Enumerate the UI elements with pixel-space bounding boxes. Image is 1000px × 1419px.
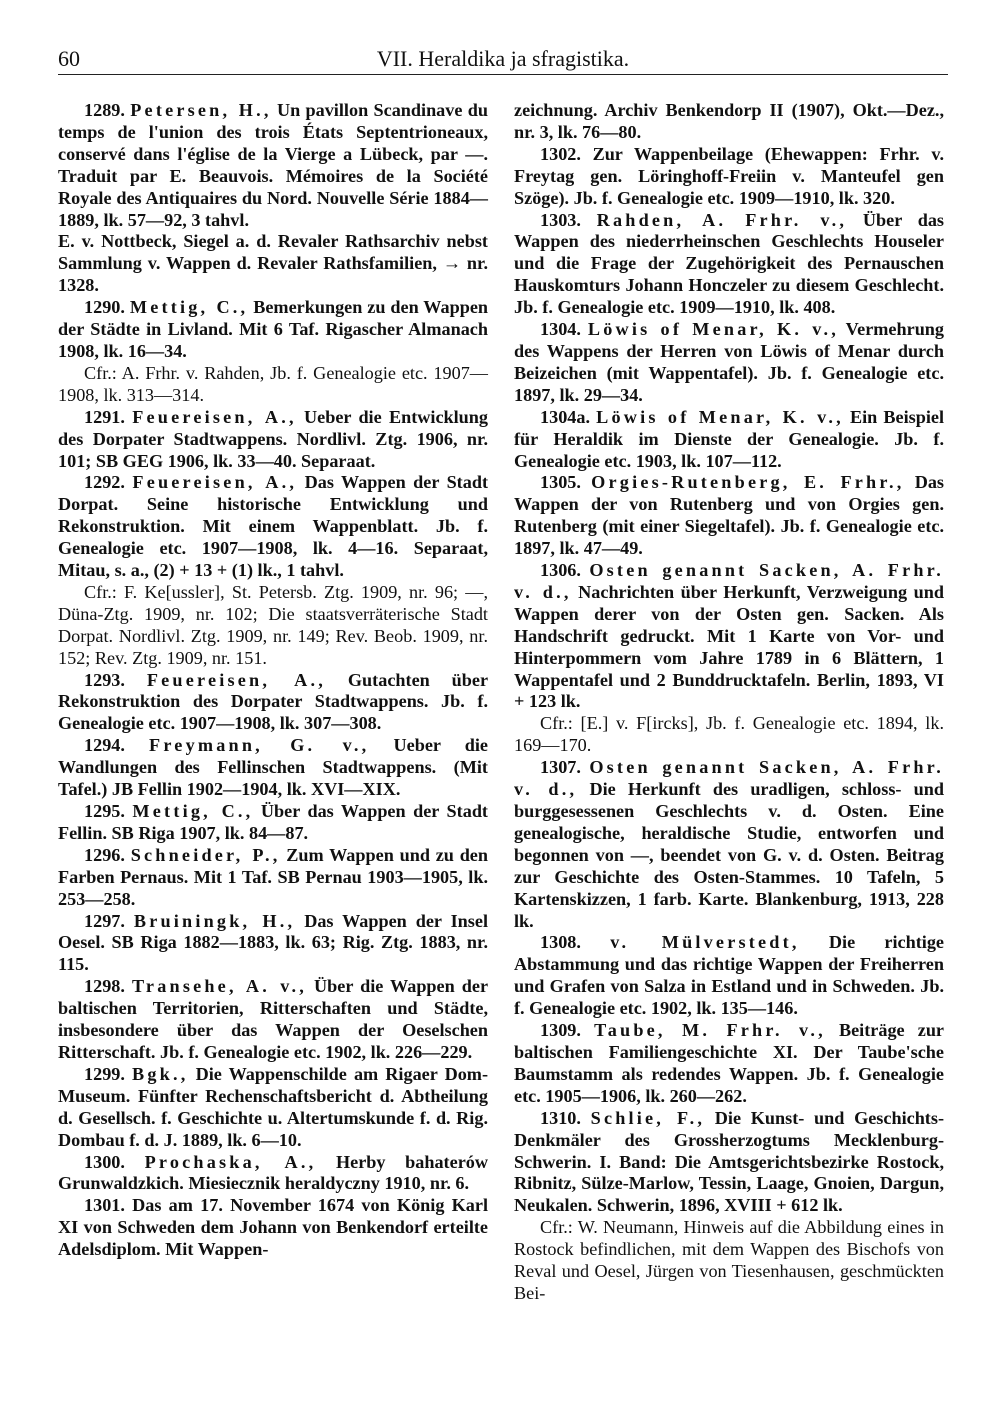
entry-text: zeichnung. Archiv Benkendorp II (1907), Okt.—Dez., nr. 3, lk. 76—80. <box>514 100 944 142</box>
bibliography-entry <box>58 472 488 582</box>
entry-text: Zum Wappen und zu den Farben Pernaus. Mit 1 Taf. SB Pernau 1903—1905, lk. 253—258. <box>58 844 488 909</box>
entry-number: 1292. <box>84 472 125 493</box>
bibliography-entry <box>514 472 944 560</box>
right-column <box>514 100 944 1305</box>
entry-author: v. Mülverstedt, <box>610 932 800 953</box>
bibliography-entry <box>58 297 488 363</box>
entry-author: Feuereisen, A., <box>146 669 326 690</box>
entry-text: Cfr.: [E.] v. F[ircks], Jb. f. Genealogie etc. 1894, lk. 169—170. <box>514 713 944 756</box>
entry-author: Mettig, C., <box>129 297 249 318</box>
entry-text: Über die Wappen der baltischen Territorien, Ritterschaften und Städte, insbesondere über das Wappen der Oeselschen Ritterschaft. Jb. f. Genealogie etc. 1902, lk. 226—229. <box>58 976 489 1062</box>
entry-author: Mettig, C., <box>132 801 254 821</box>
bibliography-entry <box>58 100 488 231</box>
entry-text: Die Herkunft des uradligen, schloss- und burggesessenen Geschlechts v. d. Osten. Eine genealogische, heraldische Studie, entworfen und begonnen von —, beendet von G. v. d. Osten. Beitrag zur Geschichte des Osten-Stammes. 10 Tafeln, 5 Kartenskizzen, 1 farb. Karte. Blankenburg, 1913, 228 lk. <box>514 779 945 931</box>
entry-author: Rahden, A. Frhr. v., <box>596 209 848 230</box>
entry-number: 1290. <box>84 297 125 318</box>
entry-text: Das am 17. November 1674 von König Karl XI von Schweden dem Johann von Benkendorf erteilte Adelsdiplom. Mit Wappen- <box>58 1195 489 1260</box>
bibliography-entry <box>514 210 944 320</box>
entry-number: 1295. <box>84 801 125 821</box>
entry-text: Über das Wappen der Stadt Fellin. SB Riga 1907, lk. 84—87. <box>58 801 488 843</box>
bibliography-entry <box>514 100 944 144</box>
entry-author: Feuereisen, A., <box>132 406 297 427</box>
page-number: 60 <box>58 46 80 71</box>
cfr-note <box>514 1217 944 1305</box>
entry-text: Ein Beispiel für Heraldik im Dienste der Genealogie. Jb. f. Genealogie etc. 1903, lk. 107—112. <box>514 406 944 471</box>
entry-text: Ueber die Entwicklung des Dorpater Stadtwappens. Nordlivl. Ztg. 1906, nr. 101; SB GEG 1906, lk. 33—40. Separaat. <box>58 406 489 471</box>
bibliography-entry <box>58 1195 488 1261</box>
bibliography-entry <box>58 735 488 801</box>
cfr-note <box>514 713 944 757</box>
entry-number: 1304. <box>540 319 581 340</box>
entry-text: E. v. Nottbeck, Siegel a. d. Revaler Rathsarchiv nebst Sammlung v. Wappen d. Revaler Rathsfamilien, → nr. 1328. <box>58 231 488 296</box>
entry-author: Feuereisen, A., <box>132 472 298 493</box>
entry-number: 1307. <box>540 757 581 778</box>
cfr-note <box>58 363 488 407</box>
entry-number: 1289. <box>84 100 125 120</box>
bibliography-entry <box>58 231 488 297</box>
entry-text: Zur Wappenbeilage (Ehewappen: Frhr. v. Freytag gen. Löringhoff-Freiin v. Manteufel gen Szöge). Jb. f. Genealogie etc. 1909—1910, lk. 320. <box>514 143 944 208</box>
running-title: VII. Heraldika ja sfragistika. <box>376 46 630 71</box>
entry-text: Un pavillon Scandinave du temps de l'union des trois États Septentrioneaux, conservé dans l'église de la Vierge a Lübeck, par —. Traduit par E. Beauvois. Mémoires de la Société Royale des Antiquaires du Nord. Nouvelle Série 1884—1889, lk. 57—92, 3 tahvl. <box>58 100 488 230</box>
entry-author: Freymann, G. v., <box>149 735 370 756</box>
entry-author: Schneider, P., <box>130 844 281 865</box>
bibliography-entry <box>58 1064 488 1152</box>
entry-text: Beiträge zur baltischen Familiengeschichte XI. Der Taube'sche Baumstamm als redendes Wappen. Jb. f. Genealogie etc. 1905—1906, lk. 260—262. <box>514 1020 945 1106</box>
entry-number: 1297. <box>84 910 125 931</box>
entry-number: 1298. <box>84 976 125 997</box>
entry-author: Transehe, A. v., <box>131 976 307 997</box>
entry-number: 1302. <box>540 143 581 164</box>
bibliography-entry <box>58 911 488 977</box>
bibliography-entry <box>58 670 488 736</box>
bibliography-entry <box>58 1152 488 1196</box>
entry-number: 1301. <box>84 1195 125 1216</box>
bibliography-entry <box>58 801 488 845</box>
bibliography-entry <box>514 560 944 713</box>
entry-author: Orgies-Rutenberg, E. Frhr., <box>591 472 905 493</box>
entry-author: Bgk., <box>132 1063 189 1084</box>
entry-text: Gutachten über Rekonstruktion des Dorpater Stadtwappens. Jb. f. Genealogie etc. 1907—1908, lk. 307—308. <box>58 669 489 734</box>
entry-number: 1299. <box>84 1063 125 1084</box>
entry-number: 1296. <box>84 844 125 865</box>
entry-number: 1310. <box>540 1107 581 1128</box>
entry-number: 1293. <box>84 669 125 690</box>
header-rule <box>58 74 948 75</box>
entry-author: Osten genannt Sacken, A. Frhr. v. d., <box>514 757 945 800</box>
bibliography-entry <box>514 932 944 1020</box>
entry-author: Bruiningk, H., <box>133 910 296 931</box>
entry-text: Cfr.: W. Neumann, Hinweis auf die Abbildung eines in Rostock befindlichen, mit dem Wappen des Bischofs von Reval und Oesel, Jürgen von Tiesenhausen, geschmückten Bei- <box>514 1217 944 1303</box>
page-header <box>58 42 948 72</box>
bibliography-entry <box>514 144 944 210</box>
entry-number: 1308. <box>540 932 581 953</box>
entry-text: Nachrichten über Herkunft, Verzweigung und Wappen derer von der Osten gen. Sacken. Als Handschrift gedruckt. Mit 1 Karte von Vor- und Hinterpommern vom Jahre 1789 in 6 Blättern, 1 Wappentafel und 2 Bunddrucktafeln. Berlin, 1893, VI + 123 lk. <box>514 581 944 712</box>
entry-author: Petersen, H., <box>130 100 272 120</box>
entry-text: Die Kunst- und Geschichts-Denkmäler des Grossherzogtums Mecklenburg-Schwerin. I. Band: Die Amtsgerichtsbezirke Rostock, Ribnitz, Sülze-Marlow, Tessin, Laage, Gnoien, Dargun, Neukalen. Schwerin, 1896, XVIII + 612 lk. <box>514 1107 944 1216</box>
entry-number: 1309. <box>540 1020 581 1041</box>
entry-text: Bemerkungen zu den Wappen der Städte in Livland. Mit 6 Taf. Rigascher Almanach 1908, lk. 16—34. <box>58 297 489 361</box>
bibliography-entry <box>514 1020 944 1108</box>
bibliography-entry <box>58 845 488 911</box>
cfr-note <box>58 582 488 670</box>
entry-number: 1294. <box>84 735 125 756</box>
entry-author: Schlie, F., <box>590 1107 706 1128</box>
entry-author: Taube, M. Frhr. v., <box>594 1020 826 1041</box>
bibliography-entry <box>514 757 944 932</box>
bibliography-entry <box>58 407 488 473</box>
entry-author: Osten genannt Sacken, A. Frhr. v. d., <box>514 560 945 602</box>
bibliography-entry <box>514 319 944 407</box>
entry-text: Vermehrung des Wappens der Herren von Löwis of Menar durch Beizeichen (mit Wappentafel). Jb. f. Genealogie etc. 1897, lk. 29—34. <box>514 319 945 405</box>
entry-text: Cfr.: A. Frhr. v. Rahden, Jb. f. Genealogie etc. 1907—1908, lk. 313—314. <box>58 362 488 405</box>
entry-number: 1303. <box>540 209 581 230</box>
entry-number: 1291. <box>84 406 125 427</box>
entry-text: Das Wappen der Insel Oesel. SB Riga 1882—1883, lk. 63; Rig. Ztg. 1883, nr. 115. <box>58 910 488 975</box>
entry-text: Das Wappen der von Rutenberg und von Orgies gen. Rutenberg (mit einer Siegeltafel). Jb. f. Genealogie etc. 1897, lk. 47—49. <box>514 472 945 559</box>
entry-text: Ueber die Wandlungen des Fellinschen Stadtwappens. (Mit Tafel.) JB Fellin 1902—1904, lk. XVI—XIX. <box>58 735 489 800</box>
entry-number: 1306. <box>540 560 581 581</box>
entry-text: Über das Wappen des niederrheinschen Geschlechts Houseler und die Frage der Zugehörigkeit des Pernauschen Hauskomturs Johann Honczeler zu diesem Geschlecht. Jb. f. Genealogie etc. 1909—1910, lk. 408. <box>514 209 944 318</box>
left-column <box>58 100 488 1261</box>
entry-text: Die richtige Abstammung und das richtige Wappen der Freiherren und Grafen von Salza in Estland und in Schweden. Jb. f. Genealogie etc. 1902, lk. 135—146. <box>514 932 945 1019</box>
entry-text: Cfr.: F. Ke[ussler], St. Petersb. Ztg. 1909, nr. 96; —, Düna-Ztg. 1909, nr. 102; Die staatsverräterische Stadt Dorpat. Nordlivl. Ztg. 1909, nr. 149; Rev. Beob. 1909, nr. 152; Rev. Ztg. 1909, nr. 151. <box>58 581 488 668</box>
entry-text: Herby bahaterów Grunwaldzkich. Miesiecznik heraldyczny 1910, nr. 6. <box>58 1151 488 1194</box>
entry-number: 1300. <box>84 1151 125 1172</box>
entry-number: 1305. <box>540 472 581 493</box>
bibliography-entry <box>514 407 944 473</box>
entry-text: Die Wappenschilde am Rigaer Dom-Museum. Fünfter Rechenschaftsbericht d. Abtheilung d. Gesellsch. f. Geschichte u. Altertumskunde f. d. Rig. Dombau f. d. J. 1889, lk. 6—10. <box>58 1063 489 1150</box>
entry-author: Löwis of Menar, K. v., <box>596 406 844 427</box>
entry-text: Das Wappen der Stadt Dorpat. Seine historische Entwicklung und Rekonstruktion. Mit einem Wappenblatt. Jb. f. Genealogie etc. 1907—1908, lk. 4—16. Separaat, Mitau, s. a., (2) + 13 + (1) lk., 1 tahvl. <box>58 472 489 581</box>
bibliography-entry <box>514 1108 944 1218</box>
entry-author: Prochaska, A., <box>144 1151 317 1172</box>
entry-number: 1304a. <box>540 406 591 427</box>
entry-author: Löwis of Menar, K. v., <box>587 319 840 340</box>
bibliography-entry <box>58 976 488 1064</box>
